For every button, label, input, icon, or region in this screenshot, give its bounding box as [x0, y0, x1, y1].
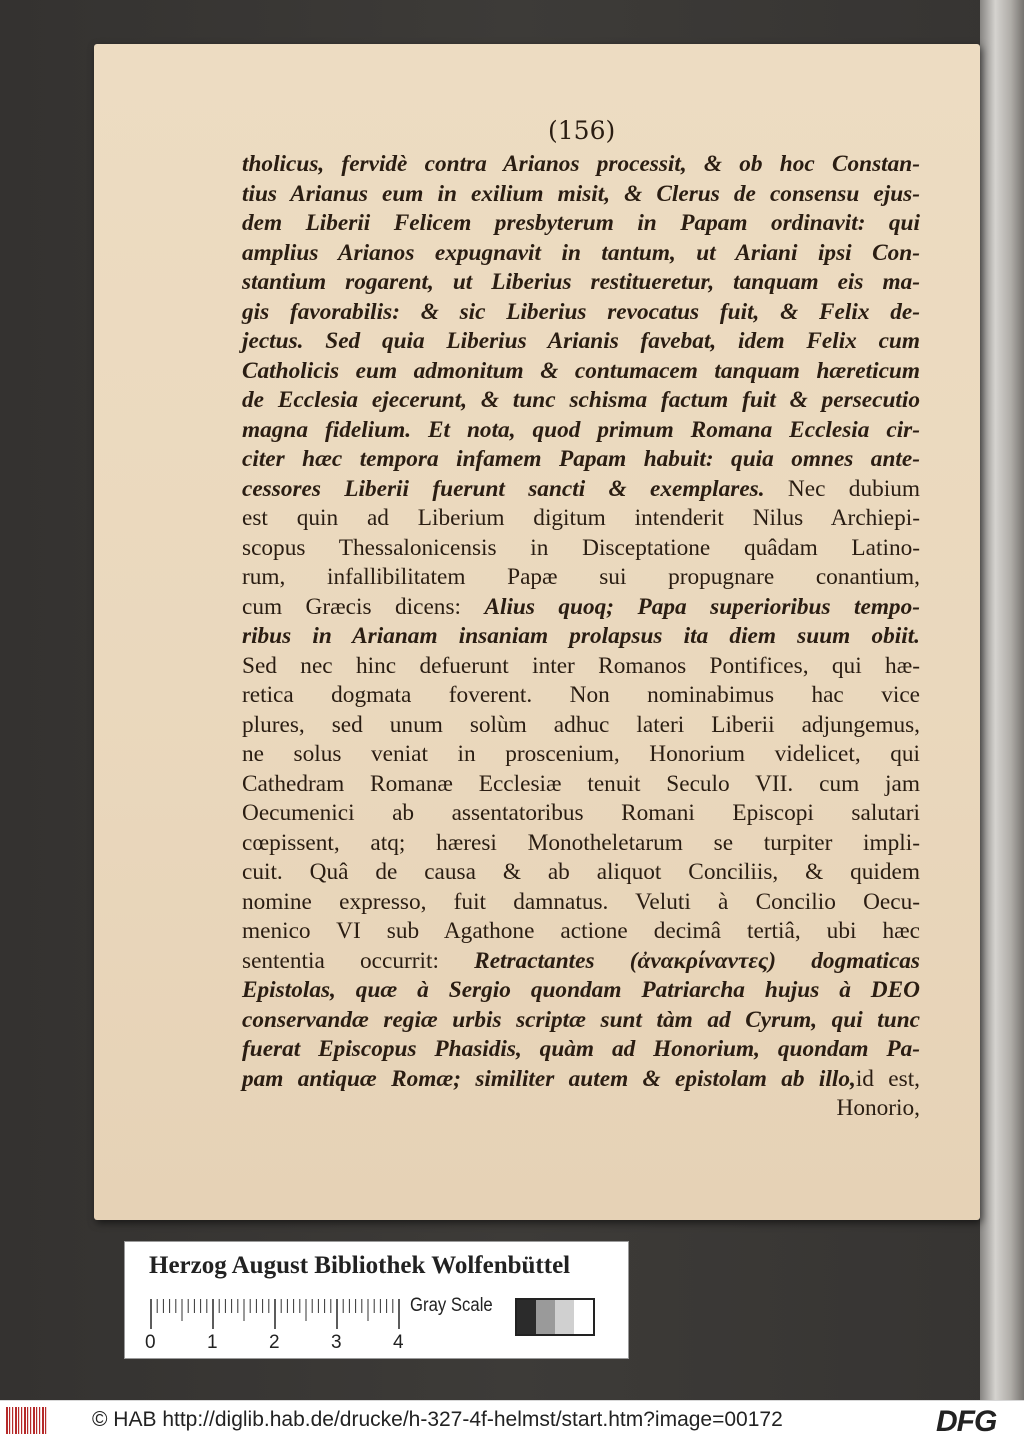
text-line [242, 357, 920, 387]
ruler-number: 4 [393, 1332, 404, 1353]
gray-swatch [555, 1300, 574, 1334]
text-line [242, 150, 920, 180]
text-segment: cuit. Quâ de causa & ab aliquot Conciliis, & quidem [242, 859, 920, 885]
text-segment: cum Græcis dicens: [242, 593, 485, 620]
ruler-number: 0 [145, 1332, 156, 1353]
text-line [242, 445, 920, 475]
text-segment: scopus Thessalonicensis in Disceptatione quâdam Latino- [242, 534, 920, 561]
text-segment: cœpissent, atq; hæresi Monotheletarum se turpiter impli- [242, 829, 920, 856]
gray-swatch [536, 1300, 555, 1334]
text-line [242, 622, 920, 652]
text-line [242, 1065, 920, 1095]
barcode-bar [27, 1407, 28, 1434]
viewer-footer [0, 1400, 1024, 1440]
text-line [242, 858, 920, 888]
text-segment: Epistolas, quæ à Sergio quondam Patriarcha hujus à DEO [242, 977, 920, 1003]
text-segment: conservandæ regiæ urbis scriptæ sunt tàm ad Cyrum, qui tunc [242, 1006, 920, 1033]
text-line [242, 976, 920, 1006]
text-segment: id est, [855, 1065, 921, 1092]
text-line [242, 534, 920, 564]
text-line [242, 888, 920, 918]
text-segment: Catholicis eum admonitum & contumacem tanquam hæreticum [242, 357, 920, 384]
text-line [242, 652, 920, 682]
text-line [242, 563, 920, 593]
text-line [242, 268, 920, 298]
catchword: Honorio, [836, 1095, 920, 1121]
text-line [242, 504, 920, 534]
text-segment: amplius Arianos expugnavit in tantum, ut Ariani ipsi Con- [242, 239, 920, 266]
dfg-logo: DFG [936, 1405, 997, 1438]
text-segment: Oecumenici ab assentatoribus Romani Episcopi salutari [242, 800, 920, 826]
gray-scale-label: Gray Scale [410, 1295, 493, 1316]
text-segment: Sed nec hinc defuerunt inter Romanos Pontifices, qui hæ- [242, 652, 920, 679]
text-line [242, 681, 920, 711]
page-text [242, 150, 920, 1124]
text-line [242, 1035, 920, 1065]
gray-swatch [517, 1300, 536, 1334]
ruler-numbers [125, 1332, 445, 1354]
text-line [242, 298, 920, 328]
text-line [242, 917, 920, 947]
text-segment: de Ecclesia ejecerunt, & tunc schisma factum fuit & persecutio [242, 387, 920, 413]
text-line [242, 829, 920, 859]
text-segment: ne solus veniat in proscenium, Honorium videlicet, qui [242, 741, 920, 767]
barcode-bar [6, 1407, 8, 1434]
text-segment: rum, infallibilitatem Papæ sui propugnare conantium, [242, 564, 920, 590]
text-segment: fuerat Episcopus Phasidis, quàm ad Honorium, quondam Pa- [242, 1036, 920, 1062]
text-segment: tius Arianus eum in exilium misit, & Clerus de consensu ejus- [242, 180, 920, 207]
library-name: Herzog August Bibliothek Wolfenbüttel [149, 1252, 571, 1279]
text-line [242, 1006, 920, 1036]
text-segment: est quin ad Liberium digitum intenderit Nilus Archiepi- [242, 505, 920, 531]
text-segment: dem Liberii Felicem presbyterum in Papam ordinavit: qui [242, 210, 920, 236]
text-segment: Cathedram Romanæ Ecclesiæ tenuit Seculo VII. cum jam [242, 770, 920, 797]
barcode-bar [18, 1407, 19, 1434]
text-segment: Alius quoq; Papa superioribus tempo- [484, 593, 920, 620]
text-line [242, 416, 920, 446]
text-segment: pam antiquæ Romæ; similiter autem & epistolam ab illo, [242, 1065, 856, 1092]
text-line [242, 593, 920, 623]
text-segment: plures, sed unum solùm adhuc lateri Liberii adjungemus, [242, 711, 920, 738]
text-segment: sententia occurrit: [242, 947, 475, 974]
text-segment: retica dogmata foverent. Non nominabimus hac vice [242, 682, 920, 708]
text-line [242, 711, 920, 741]
gray-swatch [574, 1300, 593, 1334]
text-segment: Retractantes (ἀνακρίναντες) dogmaticas [474, 947, 920, 974]
text-segment: cessores Liberii fuerunt sancti & exemplares. [242, 475, 765, 502]
text-segment: ribus in Arianam insaniam prolapsus ita diem suum obiit. [242, 623, 920, 649]
barcode-bar [33, 1407, 35, 1434]
ruler-number: 1 [207, 1332, 218, 1353]
gray-scale-swatch [515, 1298, 595, 1336]
text-segment: Nec dubium [764, 475, 920, 502]
hab-barcode-icon [6, 1407, 48, 1434]
text-line [242, 386, 920, 416]
text-segment: stantium rogarent, ut Liberius restitueretur, tanquam eis ma- [242, 269, 920, 295]
barcode-bar [42, 1407, 44, 1434]
barcode-bar [36, 1407, 37, 1434]
text-line [242, 209, 920, 239]
barcode-bar [45, 1407, 46, 1434]
text-line [242, 475, 920, 505]
barcode-bar [15, 1407, 17, 1434]
barcode-bar [24, 1407, 26, 1434]
text-segment: tholicus, fervidè contra Arianos processit, & ob hoc Constan- [242, 151, 920, 177]
text-segment: jectus. Sed quia Liberius Arianis favebat, idem Felix cum [242, 328, 920, 354]
barcode-bar [21, 1407, 22, 1434]
text-line [242, 180, 920, 210]
text-line [242, 799, 920, 829]
text-line [242, 327, 920, 357]
ruler-scale [149, 1295, 407, 1331]
book-edge [980, 0, 1024, 1400]
text-segment: magna fidelium. Et nota, quod primum Romana Ecclesia cir- [242, 416, 920, 443]
barcode-bar [39, 1407, 40, 1434]
text-segment: citer hæc tempora infamem Papam habuit: quia omnes ante- [242, 446, 920, 472]
color-reference-card [124, 1241, 629, 1359]
text-line [242, 740, 920, 770]
text-segment: gis favorabilis: & sic Liberius revocatus fuit, & Felix de- [242, 298, 920, 325]
text-segment: menico VI sub Agathone actione decimâ tertiâ, ubi hæc [242, 918, 920, 944]
ruler-number: 3 [331, 1332, 342, 1353]
barcode-bar [30, 1407, 31, 1434]
page-number: (156) [548, 116, 616, 145]
barcode-bar [9, 1407, 10, 1434]
copyright-url[interactable]: © HAB http://diglib.hab.de/drucke/h-327-4f-helmst/start.htm?image=00172 [92, 1408, 783, 1431]
text-line [242, 239, 920, 269]
text-line [242, 770, 920, 800]
ruler-number: 2 [269, 1332, 280, 1353]
text-line [242, 947, 920, 977]
text-segment: nomine expresso, fuit damnatus. Veluti à Concilio Oecu- [242, 888, 920, 915]
barcode-bar [12, 1407, 13, 1434]
